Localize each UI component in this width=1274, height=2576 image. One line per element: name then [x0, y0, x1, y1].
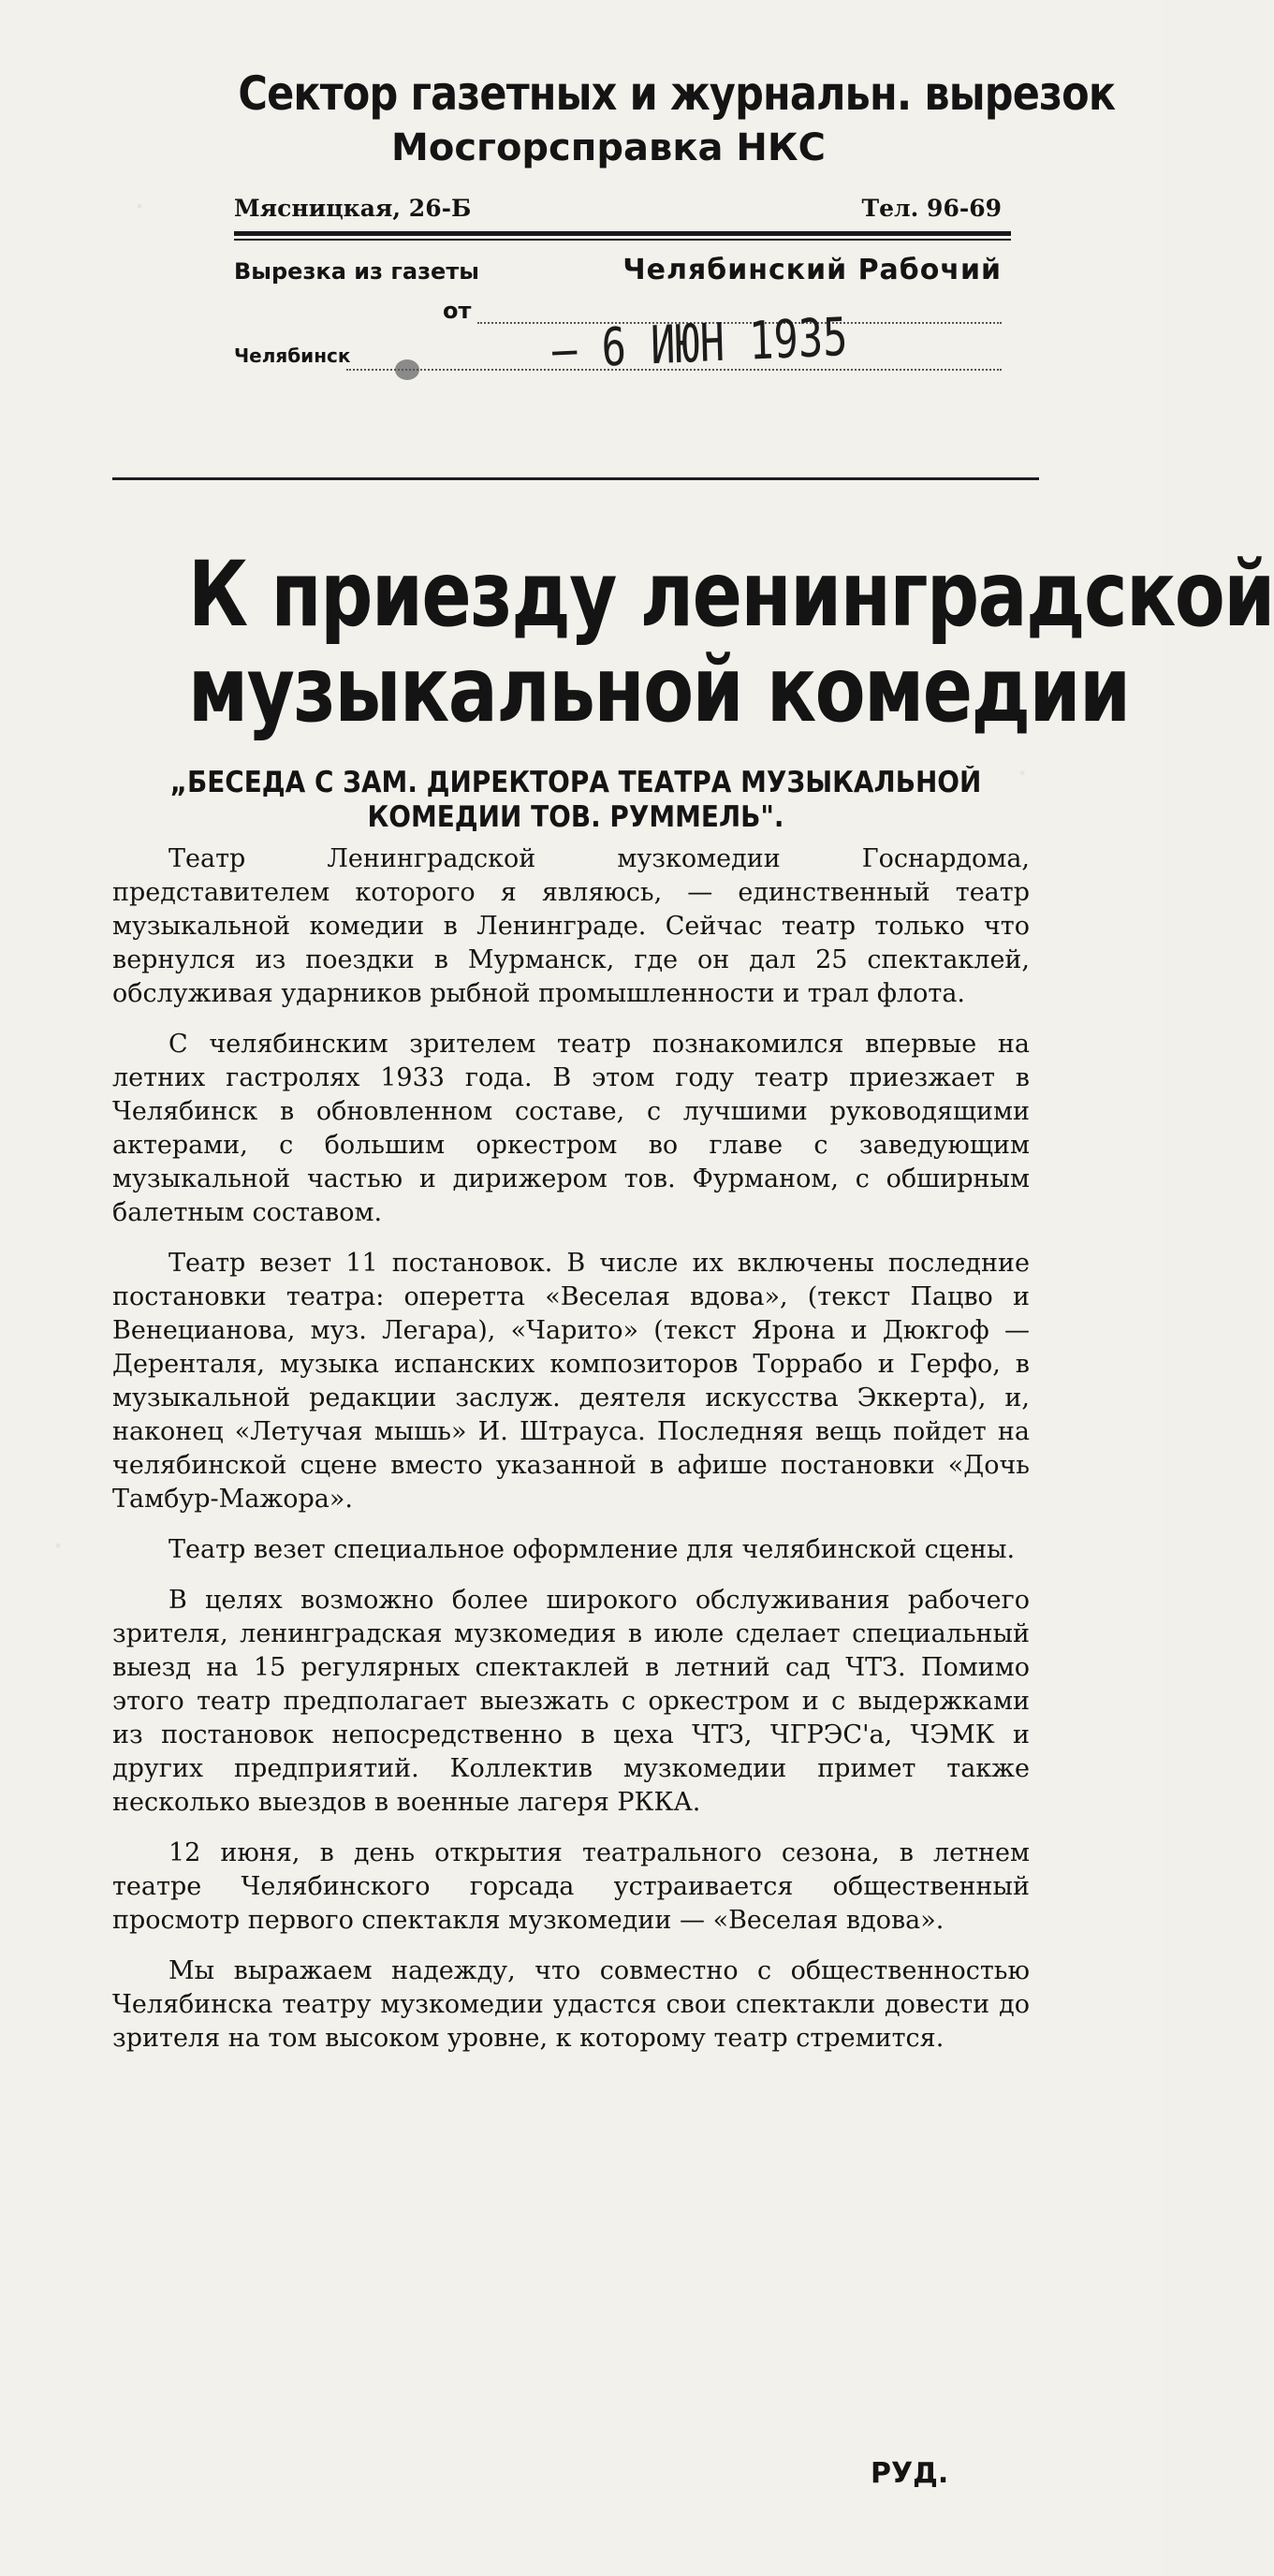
bureau-address: Мясницкая, 26-Б — [234, 195, 472, 222]
bureau-contact-row — [178, 195, 1039, 222]
paragraph: Театр везет специальное оформление для челябинской сцены. — [168, 1535, 1016, 1564]
paragraph: Театр Ленинградской музкомедии Госнардома, представителем которого я являюсь, — единственный театр музыкальной комедии в Ленинграде. Сейчас театр только что вернулся из поездки в Мурманск, где он дал 25 спектаклей, обслуживая ударников рыбной промышленности и трал флота. — [112, 844, 1030, 1008]
date-stamp: — 6 ИЮН 1935 — [551, 306, 849, 381]
stamp-rule-thick — [234, 231, 1011, 236]
article-headline — [103, 542, 1274, 742]
clipping-bureau-stamp — [178, 66, 1116, 397]
from-label: от — [443, 298, 472, 324]
subheadline-line-2: КОМЕДИИ ТОВ. РУММЕЛЬ". — [367, 800, 784, 835]
headline-line-1: К приезду ленинградской — [187, 542, 1274, 647]
paragraph: С челябинским зрителем театр познакомился впервые на летних гастролях 1933 года. В этом году театр приезжает в Челябинск в обновленном составе, с лучшими руководящими актерами, с большим оркестром во главе с заведующим музыкальной частью и дирижером тов. Фурманом, с обширным балетным составом. — [112, 1030, 1030, 1227]
bureau-subtitle: Мосгорсправка НКС — [391, 126, 826, 169]
bureau-title: Сектор газетных и журнальн. вырезок — [238, 66, 1116, 121]
newspaper-name: Челябинский Рабочий — [622, 254, 1002, 286]
bureau-phone: Тел. 96-69 — [861, 195, 1002, 222]
paragraph: Мы выражаем надежду, что совместно с общественностью Челябинска театру музкомедии удастся свои спектакли довести до зрителя на том высоком уровне, к которому театр стремится. — [112, 1956, 1030, 2053]
subheadline-line-1: „БЕСЕДА С ЗАМ. ДИРЕКТОРА ТЕАТРА МУЗЫКАЛЬНОЙ — [169, 766, 982, 799]
clip-label: Вырезка из газеты — [234, 258, 479, 285]
stamp-rule-thin — [234, 239, 1011, 241]
article-subheadline — [112, 766, 1039, 835]
city-label: Челябинск — [234, 344, 351, 367]
clip-source-row — [178, 254, 1039, 286]
paragraph: Театр везет 11 постановок. В числе их включены последние постановки театра: оперетта «Веселая вдова», (текст Пацво и Венецианова, муз. Легара), «Чарито» (текст Ярона и Дюкгоф — Деренталя, музыка испанских композиторов Торрабо и Герфо, в музыкальной редакции заслуж. деятеля искусства Эккерта), и, наконец «Летучая мышь» И. Штрауса. Последняя вещь пойдет на челябинской сцене вместо указанной в афише постановки «Дочь Тамбур-Мажора». — [112, 1249, 1030, 1514]
paragraph: 12 июня, в день открытия театрального сезона, в летнем театре Челябинского горсада устраивается общественный просмотр первого спектакля музкомедии — «Веселая вдова». — [112, 1838, 1030, 1935]
article-body — [112, 842, 1030, 2072]
author-signature: РУД. — [871, 2457, 949, 2490]
headline-line-2: музыкальной комедии — [187, 637, 1130, 742]
paragraph: В целях возможно более широкого обслуживания рабочего зрителя, ленинградская музкомедия в июле сделает специальный выезд на 15 регулярных спектаклей в летний сад ЧТЗ. Помимо этого театр предполагает выезжать с оркестром и с выдержками из постановок непосредственно в цеха ЧТЗ, ЧГРЭС'а, ЧЭМК и других предприятий. Коллектив музкомедии примет также несколько выездов в военные лагеря РККА. — [112, 1586, 1030, 1817]
header-divider — [112, 477, 1039, 480]
